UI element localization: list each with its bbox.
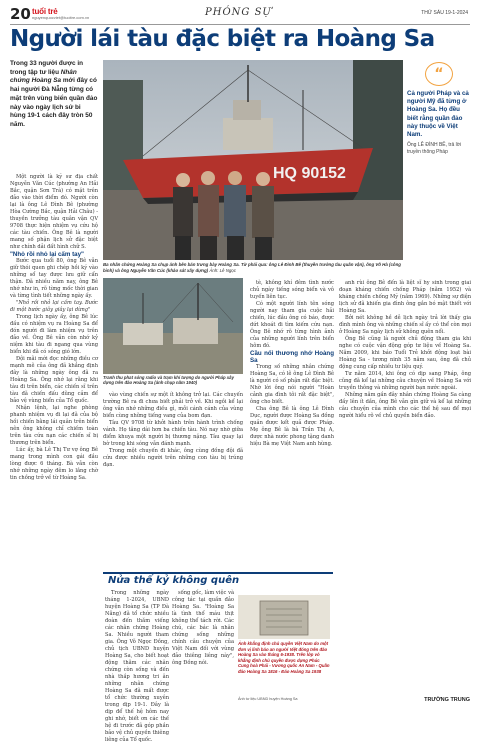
box-column-2	[172, 590, 234, 704]
page-number: 20	[10, 5, 31, 23]
box-title: Nửa thế kỷ không quên	[108, 575, 240, 586]
issue-date: THỨ SÁU 19-1-2024	[421, 10, 468, 16]
paragraph: Đội mãi mới đọc những điều cơ mạnh mẽ của ông đã khẳng định đây là những ngày ông đã ra Hoàng Sa. Ông nhớ lại rằng khi tàu đi trên biển, các chiến sĩ trên tàu đã chiến đấu dũng cảm để bảo vệ vùng biển của Tổ quốc.	[10, 356, 98, 404]
ship-and-witnesses-illustration	[103, 60, 403, 260]
radio-station-photo	[103, 278, 243, 374]
article-column-4	[339, 280, 471, 694]
author-email: nguyenquocviet@tuoitre.com.vn	[32, 15, 90, 20]
historical-station-illustration	[103, 278, 243, 374]
paragraph: Ông Bê cũng là người chủ động tham gia khi nghe có cuộc vận động góp tư liệu về Hoàng Sa. Năm 2009, khi báo Tuổi Trẻ khởi động loạt bài Hoàng Sa - tương ninh 35 năm sau, ông đã chủ động cung cấp nhiều tư liệu quý.	[339, 336, 471, 370]
quote-icon: “	[425, 62, 453, 86]
page-header	[10, 6, 470, 22]
article-headline: Người lái tàu đặc biệt ra Hoàng Sa	[10, 26, 435, 52]
paragraph: Tư năm 2014, khi ông có dịp sang Pháp, ông cũng đã kể lại những câu chuyện về Hoàng Sa với truyền thông và những người bạn nước ngoài.	[339, 371, 471, 391]
paragraph: Một người là kỹ sư địa chất Nguyễn Văn Cúc (phường An Hải Bắc, quận Sơn Trà) có mặt trên đảo vào thời điểm đó. Người còn lại là ông Lê Đình Bê (phường Hòa Cường Bắc, quận Hải Châu) - thuyền trưởng tàu quân vận QV 9708 thực hiện nhiệm vụ cứu hộ các tàu chiến. Ông Bê là người mang số phận lịch sử đặc biệt như chính dải đất hình chữ S.	[10, 174, 98, 250]
article-column-2	[103, 392, 243, 568]
subheading: Cầu nối thương nhớ Hoàng Sa	[250, 350, 334, 364]
article-column-3	[250, 280, 334, 568]
paragraph: Có một người lính tên sóng người nay tham gia cuộc hải chiến, lúc đầu ông có báo, được dứt khoát đi tìm kiếm cứu nạn. Ông Bê nhớ rõ từng hình ảnh của những người lính trên biển hôm đó.	[250, 301, 334, 349]
paragraph: Tàu QV 9708 từ khởi hành trên hành trình chống vánh. Họ tăng dài hơn ba chiến tàu. Nó nay nhờ giữa điểm khuya một người bị thương nặng. Tàu quay lại bờ trong khi sóng vẫn đánh mạnh.	[103, 420, 243, 447]
paragraph: Những năm gần đây nhân chứng Hoàng Sa càng đầy lên ít dần, ông Bê vẫn gìn giữ và kể lại những câu chuyện của mình cho các thế hệ sau để mọi người hiểu rõ về chủ quyền biển đảo.	[339, 392, 471, 419]
paragraph: Bởi nét không hề dễ lịch ngày trả lời thấy gia đình mình ông và những chiến sĩ ấy có thể còn mọi ở Hoàng Sa ngày lịch sử không quên nổi.	[339, 315, 471, 335]
radio-station-caption: Tranh thu phat sóng radio và trạm khí tượng do người Pháp xây dựng trên đảo Hoàng Sa (ảnh chụp năm 1940)	[103, 375, 234, 386]
paragraph: tè, không khí đêm tình nước chủ ngày tiếng sóng biển và vô tuyến liên tục.	[250, 280, 334, 300]
paragraph: Trong số những nhân chứng Hoàng Sa, có lẽ ông Lê Đình Bê là người có số phận rất đặc biệt. Nhờ lời ông nói người "Hoàn cảnh gia đình tôi rất đặc biệt", ông cho biết.	[250, 364, 334, 405]
main-photo	[103, 60, 403, 260]
lead-book-title: Nhân chứng Hoàng Sa	[10, 68, 77, 85]
stele-credit: Ảnh tư liệu UBND huyện Hoàng Sa	[238, 697, 298, 701]
paragraph: Trong những ngày tháng 1-2024, UBND huyện Hoàng Sa (TP Đà Nẵng) đã tổ chức nhiều đoàn đến thăm viếng các nhân chứng Hoàng Sa. Nhiều người tham gia. Ông Võ Ngọc Đồng, chủ tịch UBND huyện Hoàng Sa, cho biết hoạt động thăm các nhân chứng còn sống và đến nhà thắp hương tri ân những nhân chứng Hoàng Sa đã mất được tổ chức thường xuyên trong dịp 19-1. Đây là dịp để thế hệ hôm nay ghi nhớ, biết ơn các thế hệ đi trước đã góp phần bảo vệ chủ quyền thiêng liêng của Tổ quốc.	[105, 590, 169, 743]
ship-number: HQ 90152	[273, 165, 346, 182]
pull-quote: "Nhỏ rồi nhỏ lại cấm tay. Bước đi một bước giây giây lại dừng"	[10, 300, 98, 313]
paragraph: Nhận lệnh, lại nghe phòng phanh nhiệm vụ đi lại đã của bộ hồi chiến bằng lái quân trên biển nên ông không chỉ chiếm toàn trên tàu cứu nạn các chiến sĩ bị thương trên biển.	[10, 405, 98, 446]
main-photo-caption	[103, 262, 403, 273]
lead-text-2: mới đây có hai người Đà Nẵng từng có mặt trên vùng biển quần đảo này vào ngày lịch sử bi hùng 19-1 cách đây tròn 50 năm.	[10, 77, 98, 128]
article-column-1	[10, 174, 98, 570]
stele-illustration	[238, 595, 330, 639]
article-lead	[10, 60, 98, 130]
paragraph: anh rùi ông Bê đến là liệt sĩ hy sinh trong giai đoạn kháng chiến chống Pháp (năm 1952) và kháng chiến chống Mỹ (năm 1969). Những sự điện lịch sử đã khiến gia đình ông gắn bó mật thiết với Hoàng Sa.	[339, 280, 471, 314]
subheading: "Nhỏ rồi nhỏ lại cấm tay"	[10, 251, 84, 258]
photo-credit: Ảnh: Lê Ngọc	[209, 267, 236, 273]
stele-caption: Ảnh khẳng định chủ quyền Việt Nam do một đơn vị lính bảo an người Việt đóng trên đảo Hoàng Sa vào tháng 6-1938. Trên lớp vỏ khẳng định chủ quyền được dựng Phúc Cung hoà Phái - Vương quốc An Nam - Quần đảo Hoàng Sa 1816 - Đảo Hoàng Sa 1938	[238, 641, 330, 674]
box-column-1	[105, 590, 169, 743]
header-rule	[10, 24, 470, 25]
lead-text-1: Trong 33 người được in trong tập tư liệu	[10, 60, 84, 76]
paragraph: Trong một chuyến đi khác, ông cùng đồng đội đã cứu được nhiều người trên những con tàu bị trúng đạn.	[103, 448, 243, 468]
paragraph: Cha ông Bê là ông Lê Đình Dục, người được Hoàng Sa đồng quản được kết quả được Pháp. Mẹ ông Bê là bà Trần Thị A, được nhà nước phong tặng danh hiệu Bà mẹ Việt Nam anh hùng.	[250, 406, 334, 447]
newspaper-logo: tuổi trẻ	[32, 7, 58, 16]
historical-stele-photo	[238, 595, 330, 639]
section-title: PHÓNG SỰ	[205, 7, 272, 18]
paragraph: Lúc ấy, bà Lê Thị Tư vợ ông Bê mang trong mình con gái đầu lòng được 6 tháng. Bà vẫn còn nhớ những ngày đêm lo lắng chờ tin chồng trở về từ Hoàng Sa.	[10, 447, 98, 481]
paragraph: Trong lịch ngày ấy, ông Bê lúc đầu có nhiệm vụ ra Hoàng Sa để đón người đi làm nhiệm vụ trên đảo về. Ông Bê vẫn còn nhớ kỷ niệm khi tàu đi ngang qua vùng biển khi đã có sóng gió lớn.	[10, 314, 98, 355]
paragraph: vào vùng chiến sự một ít không trở lại. Các chuyến trường Bê ra đi chưa biết phải trở về. Khi ngồi kể lại ông vẫn nhớ những điều gì, mỗi cánh cánh của vùng biển cùng những tiếng vang của bom đạn.	[103, 392, 243, 419]
quote-text: Cả người Pháp và cả người Mỹ đã từng ở Hoàng Sa. Họ đều biết rằng quần đảo này thuộc về Việt Nam.	[407, 90, 469, 139]
caption-text: Ba nhân chứng Hoàng Sa chụp ảnh bên bản trưng bày Hoàng Sa. Từ phải qua: ông Lê Đình Bê (thuyền trưởng tàu quân vận), ông Võ Hà (công binh) và ông Nguyễn Văn Cúc (khảo sát xây dựng)	[103, 262, 401, 273]
quote-signature: Ông LÊ ĐÌNH BÊ, trả lời truyền thông Pháp	[407, 142, 462, 155]
sidebar-quote	[407, 62, 471, 155]
paragraph: Bước qua tuổi 80, ông Bê vẫn giữ thói quen ghi chép hồi ký vào những sổ tay được lưu giữ cẩn thận. Đã nhiều năm nay, ông Bê nhớ như in, rõ từng mốc thời gian và từng tình tiết những ngày ấy.	[10, 258, 98, 299]
paragraph: sống gốc, làm việc và công tác tại quần đảo Hoàng Sa. "Hoàng Sa là tình thổ máu thịt không thể tách rời. Các chú, các bác là nhân chứng sống những chính câu chuyện của Việt Nam đối với vùng đảo thiêng liêng này", ông Đồng nói.	[172, 590, 234, 666]
article-author: TRƯỜNG TRUNG	[424, 697, 470, 703]
